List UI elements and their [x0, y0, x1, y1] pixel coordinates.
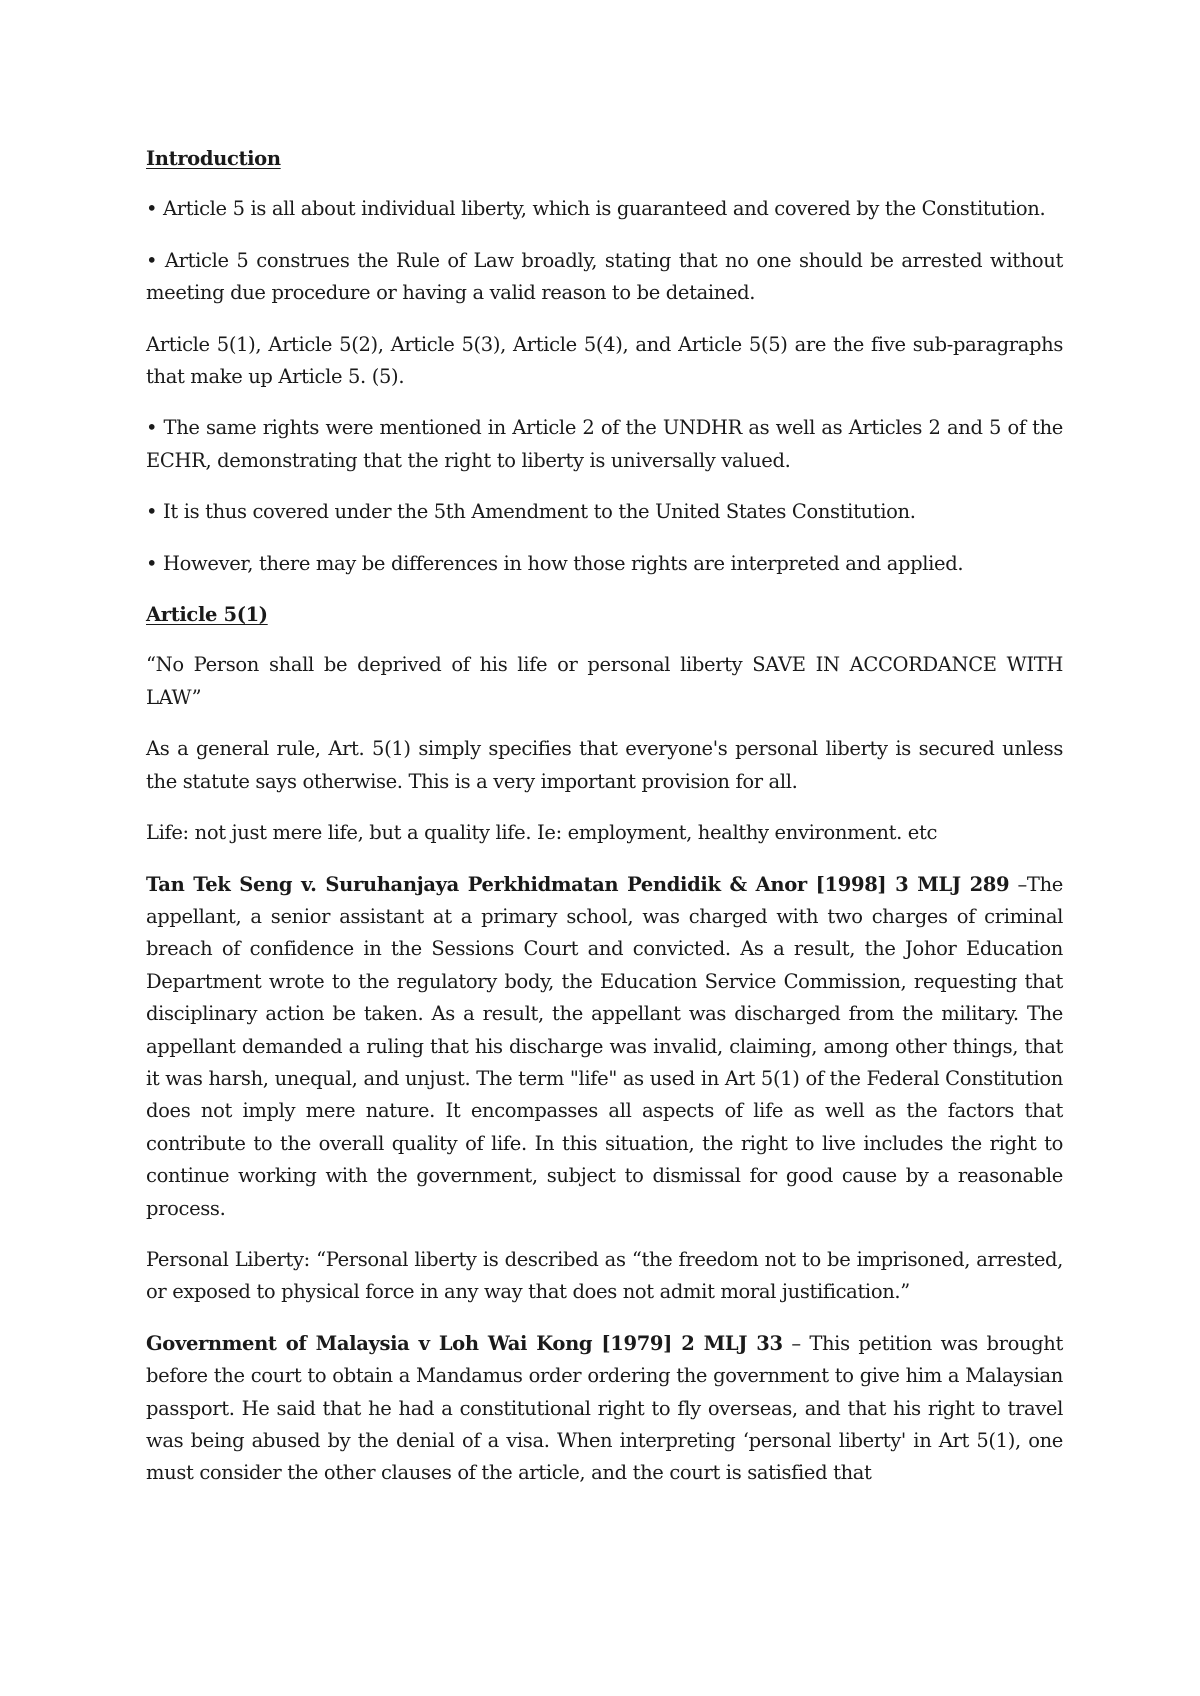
paragraph-differences: • However, there may be differences in how those rights are interpreted and applied. — [146, 551, 964, 575]
introduction-heading: Introduction — [146, 147, 281, 170]
case-summary: – This petition was brought before the court to obtain a Mandamus order ordering the government to give him a Malaysian passport. He said that he had a constitutional right to fly overseas, and that his right to travel was being abused by the denial of a visa. When interpreting ‘personal liberty' in Art 5(1), one must consider the other clauses of the article, and the court is satisfied that — [146, 1331, 1064, 1485]
paragraph-rule-of-law: • Article 5 construes the Rule of Law broadly, stating that no one should be arrested without meeting due procedure or having a valid reason to be detained. — [146, 248, 1063, 305]
article-quote: “No Person shall be deprived of his life or personal liberty SAVE IN ACCORDANCE WITH LAW” — [146, 653, 1063, 709]
case-tan-tek-seng — [146, 869, 1063, 1225]
case-loh-wai-kong — [146, 1328, 1063, 1490]
case-summary: –The appellant, a senior assistant at a primary school, was charged with two charges of criminal breach of confidence in the Sessions Court and convicted. As a result, the Johor Education Department wrote to the regulatory body, the Education Service Commission, requesting that disciplinary action be taken. As a result, the appellant was discharged from the military. The appellant demanded a ruling that his discharge was invalid, claiming, among other things, that it was harsh, unequal, and unjust. The term "life" as used in Art 5(1) of the Federal Constitution does not imply mere nature. It encompasses all aspects of life as well as the factors that contribute to the overall quality of life. In this situation, the right to live includes the right to continue working with the government, subject to dismissal for good cause by a reasonable process. — [146, 872, 1063, 1220]
paragraph-life-definition: Life: not just mere life, but a quality life. Ie: employment, healthy environment. etc — [146, 821, 938, 845]
paragraph-subparagraphs: Article 5(1), Article 5(2), Article 5(3), Article 5(4), and Article 5(5) are the five sub-paragraphs that make up Article 5. (5). — [146, 332, 1063, 389]
paragraph-undhr-echr: • The same rights were mentioned in Article 2 of the UNDHR as well as Articles 2 and 5 of the ECHR, demonstrating that the right to liberty is universally valued. — [146, 416, 1063, 472]
paragraph-general-rule: As a general rule, Art. 5(1) simply specifies that everyone's personal liberty is secured unless the statute says otherwise. This is a very important provision for all. — [146, 737, 1063, 793]
paragraph-article5-liberty: • Article 5 is all about individual liberty, which is guaranteed and covered by the Constitution. — [146, 197, 1046, 221]
paragraph-personal-liberty: Personal Liberty: “Personal liberty is described as “the freedom not to be imprisoned, arrested, or exposed to physical force in any way that does not admit moral justification.” — [146, 1247, 1063, 1304]
document-body — [146, 143, 1063, 1490]
paragraph-us-amendment: • It is thus covered under the 5th Amendment to the United States Constitution. — [146, 500, 916, 524]
article-5-1-heading: Article 5(1) — [146, 603, 268, 627]
case-title: Tan Tek Seng v. Suruhanjaya Perkhidmatan Pendidik & Anor [1998] 3 MLJ 289 — [146, 872, 1010, 896]
case-title: Government of Malaysia v Loh Wai Kong [1979] 2 MLJ 33 — [146, 1331, 783, 1355]
